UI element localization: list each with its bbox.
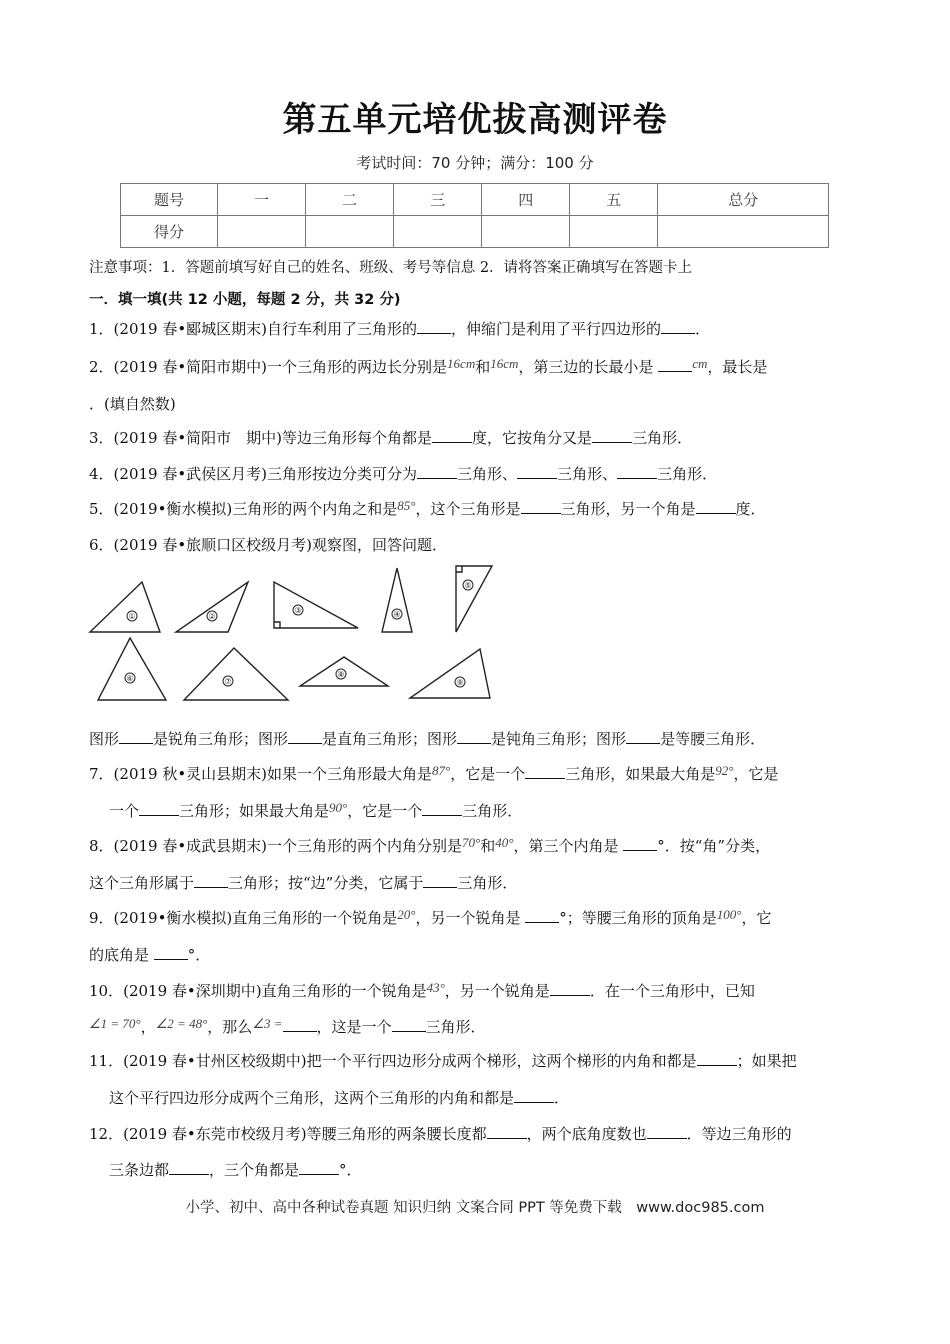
triangle-4 bbox=[382, 568, 412, 632]
math-expr: ∠2 = 48° bbox=[155, 1016, 208, 1031]
math-expr: 87° bbox=[432, 763, 451, 778]
question-4 bbox=[89, 463, 717, 484]
q10-text: ．在一个三角形中，已知 bbox=[589, 982, 755, 1000]
figure-label-7 bbox=[223, 676, 233, 686]
q11-text: ． bbox=[554, 1089, 570, 1107]
q7-text: 7．(2019 秋•灵山县期末)如果一个三角形最大角是 bbox=[89, 765, 433, 783]
math-expr: ∠3 = bbox=[252, 1016, 283, 1031]
q7-text: 三角形，如果最大角是 bbox=[565, 765, 716, 783]
question-7-cont bbox=[109, 800, 522, 821]
q6-text: 图形 bbox=[89, 730, 120, 748]
math-expr: 16cm bbox=[490, 356, 519, 371]
question-9-cont bbox=[89, 944, 210, 965]
question-6-answers bbox=[89, 728, 765, 749]
triangle-3 bbox=[274, 582, 358, 628]
svg-text:①: ① bbox=[128, 612, 136, 621]
question-2-cont bbox=[89, 393, 176, 414]
q11-text: 11．(2019 春•甘州区校级期中)把一个平行四边形分成两个梯形，这两个梯形的内角和都是 bbox=[89, 1052, 697, 1070]
answer-blank bbox=[550, 981, 590, 996]
figure-label-3 bbox=[293, 605, 303, 615]
q10-text: 三角形． bbox=[425, 1018, 486, 1036]
svg-text:②: ② bbox=[208, 612, 216, 621]
answer-blank bbox=[194, 873, 228, 888]
question-9 bbox=[89, 907, 772, 928]
q6-text: 是锐角三角形；图形 bbox=[153, 730, 289, 748]
q8-text: 三角形． bbox=[457, 874, 518, 892]
question-7 bbox=[89, 763, 779, 784]
math-expr: ∠1 = 70° bbox=[89, 1016, 141, 1031]
answer-blank bbox=[697, 1051, 737, 1066]
q2-text: ，最长是 bbox=[707, 358, 768, 376]
q6-text: 是等腰三角形． bbox=[660, 730, 766, 748]
q10-text: 10．(2019 春•深圳期中)直角三角形的一个锐角是 bbox=[89, 982, 427, 1000]
q4-text: 4．(2019 春•武侯区月考)三角形按边分类可分为 bbox=[89, 465, 418, 483]
q7-text: ，它是 bbox=[733, 765, 779, 783]
q9-text: ，另一个锐角是 bbox=[415, 909, 526, 927]
math-expr: 70° bbox=[462, 835, 481, 850]
answer-blank bbox=[423, 873, 457, 888]
q10-text: ，那么 bbox=[207, 1018, 253, 1036]
score-table-score-row bbox=[121, 216, 829, 248]
answer-blank bbox=[696, 499, 736, 514]
q9-text: °． bbox=[187, 946, 211, 964]
q8-text: °．按“角”分类， bbox=[657, 837, 771, 855]
q3-text: 三角形． bbox=[632, 429, 693, 447]
answer-blank bbox=[154, 945, 188, 960]
q12-text: 12．(2019 春•东莞市校级月考)等腰三角形的两条腰长度都 bbox=[89, 1125, 487, 1143]
page-title: 第五单元培优拔高测评卷 bbox=[282, 100, 668, 140]
section-heading: 一．填一填(共 12 小题，每题 2 分，共 32 分) bbox=[89, 292, 401, 308]
score-header-cell: 题号 bbox=[121, 184, 218, 216]
question-8 bbox=[89, 835, 770, 856]
q6-text: 是直角三角形；图形 bbox=[322, 730, 458, 748]
figure-label-5 bbox=[463, 580, 473, 590]
answer-blank bbox=[525, 764, 565, 779]
score-header-cell: 总分 bbox=[658, 184, 829, 216]
right-angle-mark bbox=[274, 622, 280, 628]
answer-blank bbox=[169, 1160, 209, 1175]
q7-text: ，它是一个 bbox=[347, 802, 423, 820]
figure-label-8 bbox=[336, 669, 346, 679]
score-cell bbox=[570, 216, 658, 248]
answer-blank bbox=[661, 319, 695, 334]
figure-label-1 bbox=[127, 611, 137, 621]
score-cell bbox=[482, 216, 570, 248]
math-expr: 90° bbox=[329, 800, 348, 815]
triangle-1 bbox=[90, 582, 160, 632]
question-12 bbox=[89, 1123, 792, 1144]
score-table bbox=[120, 183, 829, 248]
footer-link[interactable]: 小学、初中、高中各种试卷真题 知识归纳 文案合同 PPT 等免费下载 www.doc985.com bbox=[185, 1200, 765, 1216]
math-expr: 100° bbox=[716, 907, 742, 922]
score-header-cell: 五 bbox=[570, 184, 658, 216]
triangles-figure bbox=[80, 560, 510, 705]
answer-blank bbox=[525, 908, 559, 923]
question-11 bbox=[89, 1050, 797, 1071]
q2-text: ，第三边的长最小是 bbox=[518, 358, 659, 376]
figure-label-4 bbox=[392, 609, 402, 619]
q6-text: 是钝角三角形；图形 bbox=[491, 730, 627, 748]
q12-text: ，两个底角度数也 bbox=[526, 1125, 647, 1143]
q11-text: 这个平行四边形分成两个三角形，这两个三角形的内角和都是 bbox=[109, 1089, 515, 1107]
answer-blank bbox=[392, 1017, 426, 1032]
question-11-cont bbox=[109, 1087, 569, 1108]
q9-text: °；等腰三角形的顶角是 bbox=[559, 909, 717, 927]
answer-blank bbox=[457, 729, 491, 744]
answer-blank bbox=[626, 729, 660, 744]
q9-text: 的底角是 bbox=[89, 946, 154, 964]
answer-blank bbox=[139, 801, 179, 816]
svg-text:⑨: ⑨ bbox=[456, 678, 464, 687]
answer-blank bbox=[623, 836, 657, 851]
question-3 bbox=[89, 427, 692, 448]
svg-text:④: ④ bbox=[393, 610, 401, 619]
score-header-cell: 四 bbox=[482, 184, 570, 216]
answer-blank bbox=[119, 729, 153, 744]
figure-label-9 bbox=[455, 677, 465, 687]
score-row-label: 得分 bbox=[121, 216, 218, 248]
q10-text: ， bbox=[140, 1018, 156, 1036]
triangle-7 bbox=[184, 648, 288, 700]
question-5 bbox=[89, 498, 766, 519]
q2-text: 和 bbox=[475, 358, 491, 376]
score-header-cell: 二 bbox=[306, 184, 394, 216]
question-12-cont bbox=[109, 1159, 362, 1180]
q3-text: 度，它按角分又是 bbox=[472, 429, 593, 447]
q2-text: 2．(2019 春•简阳市期中)一个三角形的两边长分别是 bbox=[89, 358, 448, 376]
q7-text: ，它是一个 bbox=[450, 765, 526, 783]
triangle-9 bbox=[410, 649, 490, 698]
q9-text: ，它 bbox=[741, 909, 772, 927]
answer-blank bbox=[647, 1124, 687, 1139]
q5-text: ，这个三角形是 bbox=[415, 500, 521, 518]
answer-blank bbox=[514, 1088, 554, 1103]
q7-text: 三角形；如果最大角是 bbox=[179, 802, 330, 820]
math-expr: 20° bbox=[397, 907, 416, 922]
q4-text: 三角形． bbox=[657, 465, 718, 483]
q1-text: 1．(2019 春•郾城区期末)自行车利用了三角形的 bbox=[89, 320, 418, 338]
right-angle-mark bbox=[456, 566, 462, 572]
score-header-cell: 三 bbox=[394, 184, 482, 216]
question-6 bbox=[89, 534, 447, 555]
q3-text: 3．(2019 春•简阳市 期中)等边三角形每个角都是 bbox=[89, 429, 433, 447]
q4-text: 三角形、 bbox=[557, 465, 618, 483]
triangle-5 bbox=[456, 566, 492, 632]
svg-text:③: ③ bbox=[294, 606, 302, 615]
math-expr: 16cm bbox=[447, 356, 476, 371]
triangle-2 bbox=[176, 582, 248, 632]
answer-blank bbox=[417, 319, 451, 334]
q12-text: ．等边三角形的 bbox=[686, 1125, 792, 1143]
question-1 bbox=[89, 318, 710, 339]
answer-blank bbox=[283, 1017, 317, 1032]
question-8-cont bbox=[89, 872, 517, 893]
answer-blank bbox=[417, 464, 457, 479]
q8-text: 三角形；按“边”分类，它属于 bbox=[228, 874, 424, 892]
question-2 bbox=[89, 356, 767, 377]
svg-text:⑤: ⑤ bbox=[464, 581, 472, 590]
q4-text: 三角形、 bbox=[457, 465, 518, 483]
q10-text: ，这是一个 bbox=[316, 1018, 392, 1036]
answer-blank bbox=[592, 428, 632, 443]
svg-text:⑥: ⑥ bbox=[126, 674, 134, 683]
q6-text: 6．(2019 春•旅顺口区校级月考)观察图，回答问题． bbox=[89, 536, 448, 554]
figure-label-2 bbox=[207, 611, 217, 621]
answer-blank bbox=[521, 499, 561, 514]
score-table-header-row bbox=[121, 184, 829, 216]
exam-info: 考试时间：70 分钟；满分：100 分 bbox=[356, 154, 594, 172]
q2-text: ．(填自然数) bbox=[89, 395, 176, 413]
q12-text: °． bbox=[339, 1161, 362, 1179]
figure-label-6 bbox=[125, 673, 135, 683]
triangle-6 bbox=[98, 638, 166, 700]
svg-text:⑧: ⑧ bbox=[337, 670, 345, 679]
q8-text: ，第三个内角是 bbox=[513, 837, 624, 855]
q5-text: 三角形，另一个角是 bbox=[560, 500, 696, 518]
math-expr: 40° bbox=[495, 835, 514, 850]
answer-blank bbox=[658, 357, 692, 372]
q7-text: 三角形． bbox=[462, 802, 523, 820]
svg-text:⑦: ⑦ bbox=[224, 677, 232, 686]
math-expr: 85° bbox=[397, 498, 416, 513]
q5-text: 度． bbox=[735, 500, 766, 518]
answer-blank bbox=[517, 464, 557, 479]
math-expr: 43° bbox=[426, 980, 445, 995]
answer-blank bbox=[487, 1124, 527, 1139]
question-10-cont bbox=[89, 1016, 486, 1037]
q9-text: 9．(2019•衡水模拟)直角三角形的一个锐角是 bbox=[89, 909, 398, 927]
q7-text: 一个 bbox=[109, 802, 140, 820]
q8-text: 这个三角形属于 bbox=[89, 874, 195, 892]
q12-text: ，三个角都是 bbox=[209, 1161, 300, 1179]
instructions: 注意事项：1．答题前填写好自己的姓名、班级、考号等信息 2．请将答案正确填写在答题卡上 bbox=[89, 260, 693, 276]
q1-text: ，伸缩门是利用了平行四边形的 bbox=[451, 320, 662, 338]
q10-text: ，另一个锐角是 bbox=[444, 982, 550, 1000]
score-cell bbox=[218, 216, 306, 248]
math-expr: 92° bbox=[715, 763, 734, 778]
score-header-cell: 一 bbox=[218, 184, 306, 216]
q8-text: 和 bbox=[480, 837, 496, 855]
answer-blank bbox=[432, 428, 472, 443]
q8-text: 8．(2019 春•成武县期末)一个三角形的两个内角分别是 bbox=[89, 837, 463, 855]
q11-text: ；如果把 bbox=[736, 1052, 797, 1070]
score-cell bbox=[394, 216, 482, 248]
answer-blank bbox=[299, 1160, 339, 1175]
answer-blank bbox=[617, 464, 657, 479]
math-expr: cm bbox=[692, 356, 708, 371]
score-cell bbox=[658, 216, 829, 248]
q1-text: ． bbox=[695, 320, 711, 338]
q12-text: 三条边都 bbox=[109, 1161, 170, 1179]
q5-text: 5．(2019•衡水模拟)三角形的两个内角之和是 bbox=[89, 500, 398, 518]
score-cell bbox=[306, 216, 394, 248]
answer-blank bbox=[288, 729, 322, 744]
question-10 bbox=[89, 980, 755, 1001]
answer-blank bbox=[422, 801, 462, 816]
